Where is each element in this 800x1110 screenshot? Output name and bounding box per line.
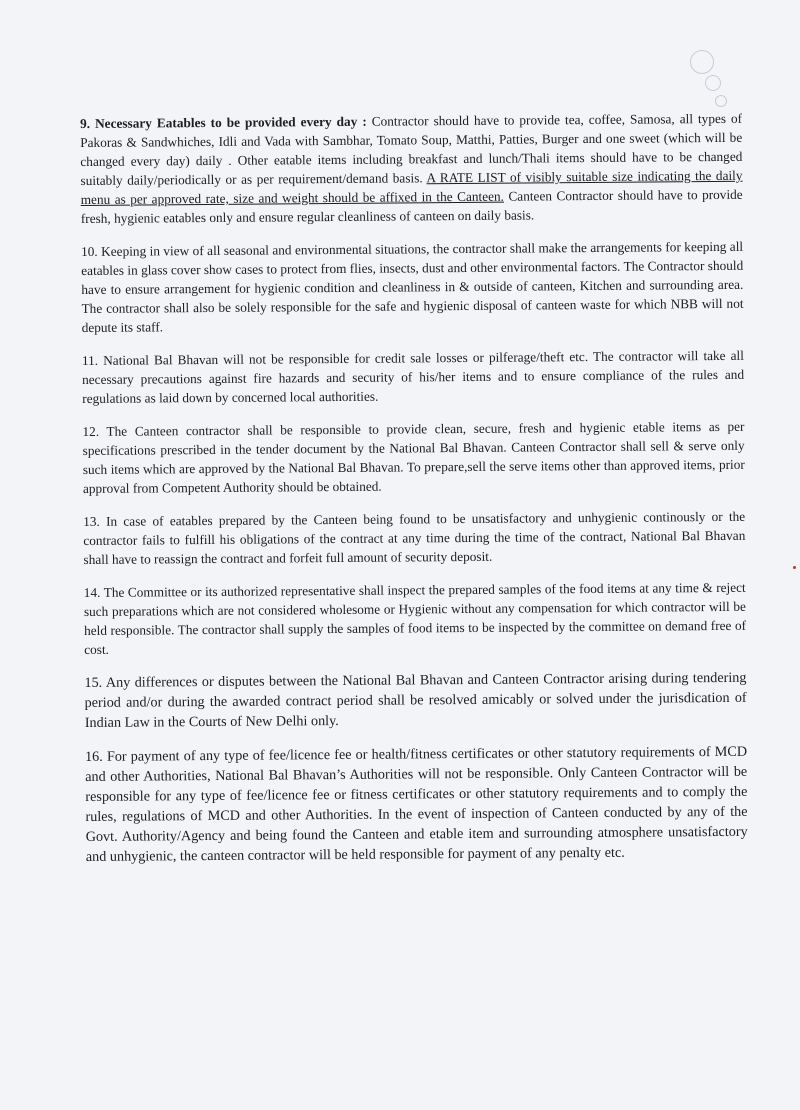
clause-10 bbox=[81, 237, 744, 337]
clause-13 bbox=[83, 507, 745, 569]
punch-hole-mark bbox=[690, 50, 714, 74]
ink-speck bbox=[793, 566, 796, 569]
clause-number: 16. bbox=[84, 748, 103, 765]
clause-number: 14. bbox=[83, 584, 101, 600]
clause-text: The Committee or its authorized representative shall inspect the prepared samples of the food items at any time & reject such preparations which are not considered wholesome or Hygienic without any compensation for which contractor will be held responsible. The contractor shall supply the samples of food items to be inspected by the committee on demand free of cost. bbox=[83, 579, 747, 657]
clause-text: The Canteen contractor shall be responsible to provide clean, secure, fresh and hygienic etable items as per specifications prescribed in the tender document by the National Bal Bhavan. Canteen Contractor shall sell & serve only such items which are approved by the National Bal Bhavan. To prepare,sell the serve items other than approved items, prior approval from Competent Authority should be obtained. bbox=[82, 418, 745, 496]
clause-16 bbox=[85, 742, 748, 867]
clause-number: 15. bbox=[84, 674, 103, 691]
punch-hole-mark bbox=[715, 95, 727, 107]
clause-14 bbox=[84, 578, 747, 659]
clause-text: For payment of any type of fee/licence fee or health/fitness certificates or other statutory requirements of MCD and other Authorities, National Bal Bhavan’s Authorities will not be responsible. Only Canteen Contractor will be responsible for any type of fee/licence fee or fitness certificates or other statutory requirements and to comply the rules, regulations of MCD and other Authorities. In the event of inspection of Canteen conducted by any of the Govt. Authority/Agency and being found the Canteen and etable item and surrounding atmosphere unsatisfactory and unhygienic, the canteen contractor will be held responsible for payment of any penalty etc. bbox=[85, 743, 748, 865]
document-body bbox=[80, 109, 748, 881]
clause-12 bbox=[82, 417, 745, 498]
clause-15 bbox=[84, 668, 746, 733]
clause-11 bbox=[82, 346, 744, 408]
clause-text: Keeping in view of all seasonal and environmental situations, the contractor shall make the arrangements for keeping all eatables in glass cover show cases to protect from flies, insects, dust and other environmental factors. The Contractor should have to ensure arrangement for hygienic condition and cleanliness in & outside of canteen, Kitchen and surrounding area. The contractor shall also be solely responsible for the safe and hygienic disposal of canteen waste for which NBB will not depute its staff. bbox=[81, 238, 744, 335]
clause-9 bbox=[80, 109, 743, 228]
clause-number: 13. bbox=[83, 513, 100, 529]
clause-number: 12. bbox=[82, 423, 100, 439]
clause-text: Canteen Contractor should have to provide fresh, hygienic eatables only and ensure regular cleanliness of canteen on daily basis. bbox=[80, 186, 743, 226]
clause-text: Contractor should have to provide tea, coffee, Samosa, all types of Pakoras & Sandwhiches, Idli and Vada with Sambhar, Tomato Soup, Matthi, Patties, Burger and one sweet (which will be changed every day) daily . Other eatable items including breakfast and lunch/Thali items should have to be changed suitably daily/periodically or as per requirement/demand basis. bbox=[80, 110, 743, 188]
clause-number: 9. bbox=[80, 115, 91, 131]
punch-hole-mark bbox=[705, 75, 721, 91]
clause-text: National Bal Bhavan will not be responsible for credit sale losses or pilferage/theft etc. The contractor will take all necessary precautions against fire hazards and security of his/her items and to ensure compliance of the rules and regulations as laid down by concerned local authorities. bbox=[82, 347, 745, 406]
clause-heading: Necessary Eatables to be provided every day : bbox=[94, 113, 367, 131]
clause-underlined-text: A RATE LIST of visibly suitable size indicating the daily menu as per approved rate, size and weight should be affixed in the Canteen. bbox=[80, 167, 743, 207]
clause-number: 11. bbox=[81, 352, 99, 368]
clause-number: 10. bbox=[81, 243, 98, 259]
clause-text: Any differences or disputes between the National Bal Bhavan and Canteen Contractor arising during tendering period and/or during the awarded contract period shall be resolved amicably or solved under the jurisdication of Indian Law in the Courts of New Delhi only. bbox=[84, 669, 747, 731]
clause-text: In case of eatables prepared by the Canteen being found to be unsatisfactory and unhygienic continously or the contractor fails to fulfill his obligations of the contract at any time during the time of the contract, National Bal Bhavan shall have to reassign the contract and forfeit full amount of security deposit. bbox=[83, 508, 746, 567]
